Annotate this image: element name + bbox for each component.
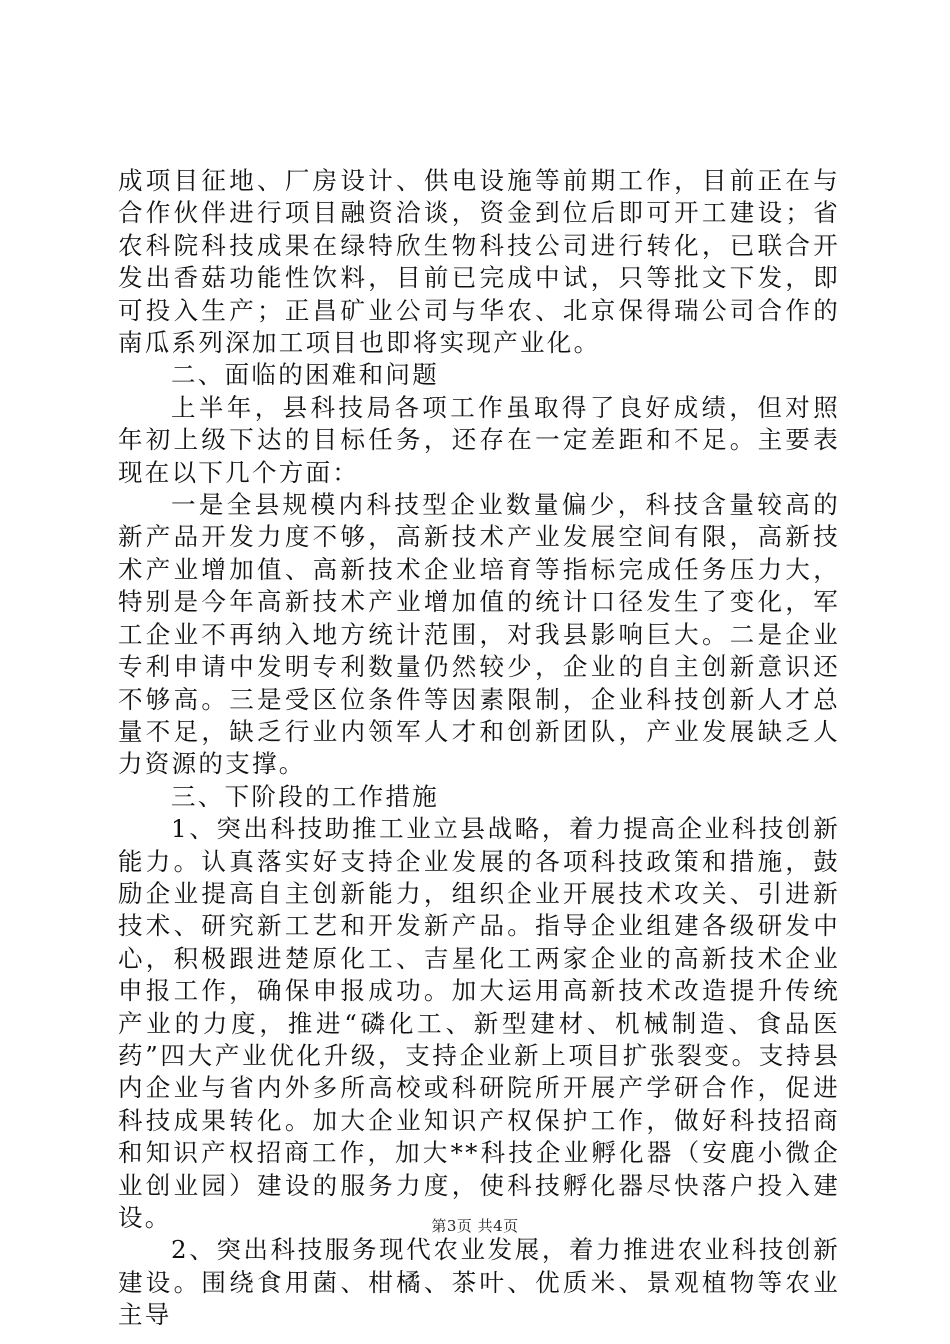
paragraph-project-progress: 成项目征地、厂房设计、供电设施等前期工作，目前正在与合作伙伴进行项目融资洽谈，资金到位后即可开工建设；省农科院科技成果在绿特欣生物科技公司进行转化，已联合开发出香菇功能性饮料，目前已完成中试，只等批文下发，即可投入生产；正昌矿业公司与华农、北京保得瑞公司合作的南瓜系列深加工项目也即将实现产业化。 bbox=[118, 166, 840, 358]
heading-next-measures: 三、下阶段的工作措施 bbox=[171, 781, 439, 811]
paragraph-first-half-summary: 上半年，县科技局各项工作虽取得了良好成绩，但对照年初上级下达的目标任务，还存在一定差距和不足。主要表现在以下几个方面： bbox=[118, 392, 840, 487]
paragraph-problems: 一是全县规模内科技型企业数量偏少，科技含量较高的新产品开发力度不够，高新技术产业发展空间有限，高新技术产业增加值、高新技术企业培育等指标完成任务压力大，特别是今年高新技术产业增加值的统计口径发生了变化，军工企业不再纳入地方统计范围，对我县影响巨大。二是企业专利申请中发明专利数量仍然较少，企业的自主创新意识还不够高。三是受区位条件等因素限制，企业科技创新人才总量不足，缺乏行业内领军人才和创新团队，产业发展缺乏人力资源的支撑。 bbox=[118, 490, 840, 779]
page-number-footer: 第3页 共4页 bbox=[431, 1217, 519, 1235]
heading-difficulties: 二、面临的困难和问题 bbox=[171, 360, 439, 390]
document-body bbox=[118, 165, 840, 1332]
paragraph-measure-industry: 1、突出科技助推工业立县战略，着力提高企业科技创新能力。认真落实好支持企业发展的各项科技政策和措施，鼓励企业提高自主创新能力，组织企业开展技术攻关、引进新技术、研究新工艺和开发新产品。指导企业组建各级研发中心，积极跟进楚原化工、吉星化工两家企业的高新技术企业申报工作，确保申报成功。加大运用高新技术改造提升传统产业的力度，推进“磷化工、新型建材、机械制造、食品医药”四大产业优化升级，支持企业新上项目扩张裂变。支持县内企业与省内外多所高校或科研院所开展产学研合作，促进科技成果转化。加大企业知识产权保护工作，做好科技招商和知识产权招商工作，加大**科技企业孵化器（安鹿小微企业创业园）建设的服务力度，使科技孵化器尽快落户投入建设。 bbox=[118, 814, 840, 1232]
paragraph-measure-agriculture: 2、突出科技服务现代农业发展，着力推进农业科技创新建设。围绕食用菌、柑橘、茶叶、优质米、景观植物等农业主导 bbox=[118, 1235, 840, 1330]
